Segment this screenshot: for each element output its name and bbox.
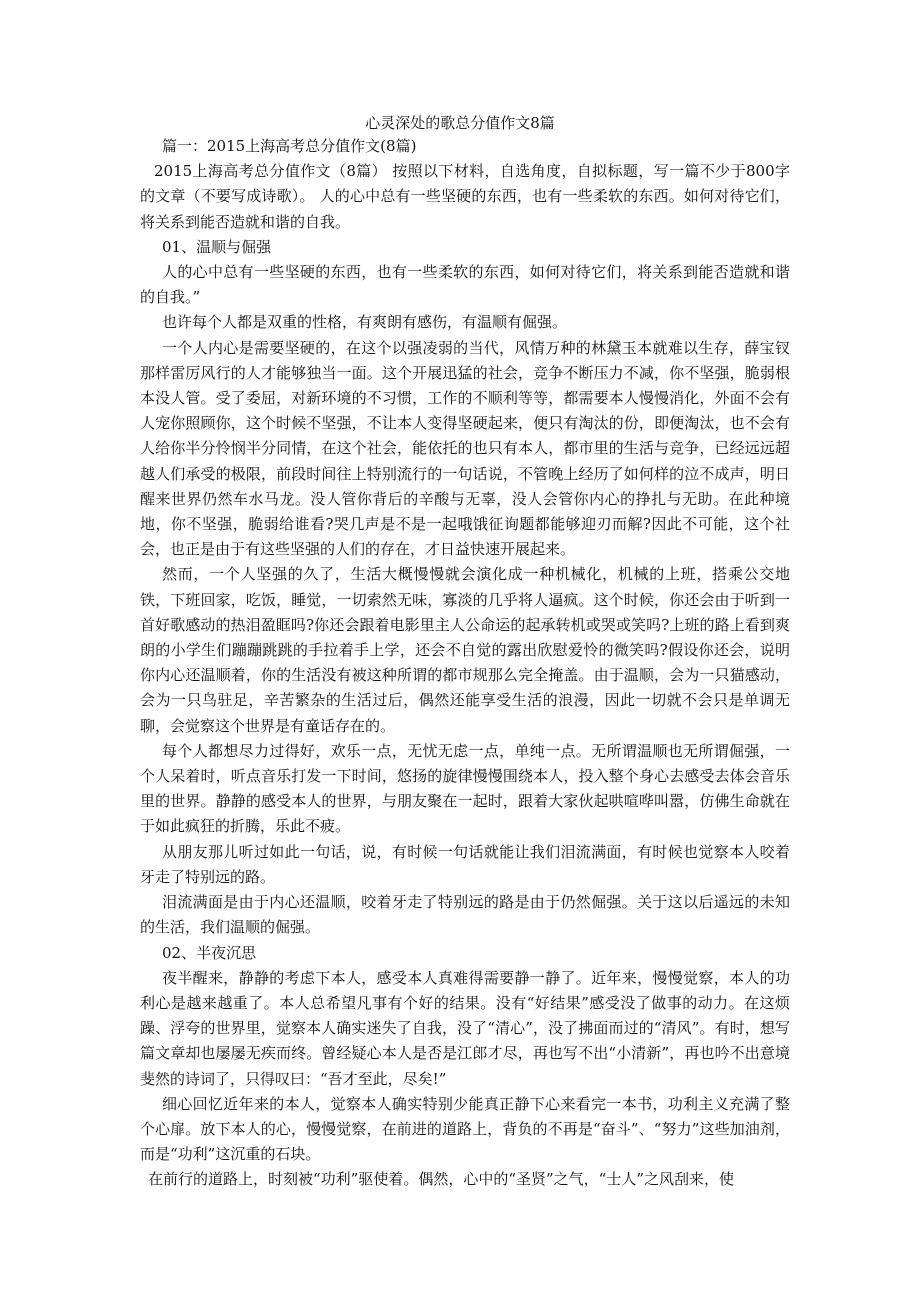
section-heading: 02、半夜沉思 [162,943,257,962]
paragraph: 2015上海高考总分值作文（8篇） 按照以下材料，自选角度，自拟标题，写一篇不少于800字的文章（不要写成诗歌）。 人的心中总有一些坚硬的东西，也有一些柔软的东西。如何对待它们，将关系到能否造就和谐的自我。 [140,162,790,231]
paragraph: 一个人内心是需要坚硬的，在这个以强凌弱的当代，风情万种的林黛玉本就难以生存，薛宝钗那样雷厉风行的人才能够独当一面。这个开展迅猛的社会，竞争不断压力不减，你不坚强，脆弱根本没人管。受了委屈，对新环境的不习惯，工作的不顺利等等，都需要本人慢慢消化，外面不会有人宠你照顾你，这个时候不坚强，不让本人变得坚硬起来，便只有淘汰的份，即便淘汰，也不会有人给你半分怜悯半分同情，在这个社会，能依托的也只有本人，都市里的生活与竞争，已经远远超越人们承受的极限，前段时间往上特别流行的一句话说，不管晚上经历了如何样的泣不成声，明日醒来世界仍然车水马龙。没人管你背后的辛酸与无辜，没人会管你内心的挣扎与无助。在此种境地，你不坚强，脆弱给谁看?哭几声是不是一起哦饿征询题都能够迎刃而解?因此不可能，这个社会，也正是由于有这些坚强的人们的存在，才日益快速开展起来。 [140,338,790,559]
paragraph: 从朋友那儿听过如此一句话，说，有时候一句话就能让我们泪流满面，有时候也觉察本人咬着牙走了特别远的路。 [140,842,790,886]
document-body [140,134,790,1193]
section-heading: 01、温顺与倔强 [162,237,272,256]
paragraph: 夜半醒来，静静的考虑下本人，感受本人真难得需要静一静了。近年来，慢慢觉察，本人的功利心是越来越重了。本人总希望凡事有个好的结果。没有“好结果”感受没了做事的动力。在这烦躁、浮夸的世界里，觉察本人确实迷失了自我，没了“清心”，没了拂面而过的“清风”。有时，想写篇文章却也屡屡无疾而终。曾经疑心本人是否是江郎才尽，再也写不出“小清新”，再也吟不出意境斐然的诗词了，只得叹曰：“吾才至此，尽矣!” [140,968,790,1088]
section-heading: 篇一：2015上海高考总分值作文(8篇) [162,137,417,155]
paragraph: 泪流满面是由于内心还温顺，咬着牙走了特别远的路是由于仍然倔强。关于这以后遥远的未知的生活，我们温顺的倔强。 [140,893,790,937]
paragraph: 细心回忆近年来的本人，觉察本人确实特别少能真正静下心来看完一本书，功利主义充满了整个心扉。放下本人的心，慢慢觉察，在前进的道路上，背负的不再是“奋斗”、“努力”这些加油剂，而是“功利”这沉重的石块。 [140,1094,790,1164]
document-title: 心灵深处的歌总分值作文8篇 [365,114,555,132]
paragraph: 在前行的道路上，时刻被“功利”驱使着。偶然，心中的“圣贤”之气，“士人”之风刮来，使 [148,1170,735,1189]
paragraph: 每个人都想尽力过得好，欢乐一点，无忧无虑一点，单纯一点。无所谓温顺也无所谓倔强，一个人呆着时，听点音乐打发一下时间，悠扬的旋律慢慢围绕本人，投入整个身心去感受去体会音乐里的世界。静静的感受本人的世界，与朋友聚在一起时，跟着大家伙起哄喧哗叫嚣，仿佛生命就在于如此疯狂的折腾，乐此不疲。 [140,741,790,836]
paragraph: 然而，一个人坚强的久了，生活大概慢慢就会演化成一种机械化，机械的上班，搭乘公交地铁，下班回家，吃饭，睡觉，一切索然无味，寡淡的几乎将人逼疯。这个时候，你还会由于听到一首好歌感动的热泪盈眶吗?你还会跟着电影里主人公命运的起承转机或哭或笑吗?上班的路上看到爽朗的小学生们蹦蹦跳跳的手拉着手上学，还会不自觉的露出欣慰爱怜的微笑吗?假设你还会，说明你内心还温顺着，你的生活没有被这种所谓的都市规那么完全掩盖。由于温顺，会为一只猫感动，会为一只鸟驻足，辛苦繁杂的生活过后，偶然还能享受生活的浪漫，因此一切就不会只是单调无聊，会觉察这个世界是有童话存在的。 [140,565,790,735]
paragraph: 也许每个人都是双重的性格，有爽朗有感伤，有温顺有倔强。 [162,313,568,332]
paragraph: 人的心中总有一些坚硬的东西，也有一些柔软的东西，如何对待它们，将关系到能否造就和谐的自我。” [140,263,790,307]
